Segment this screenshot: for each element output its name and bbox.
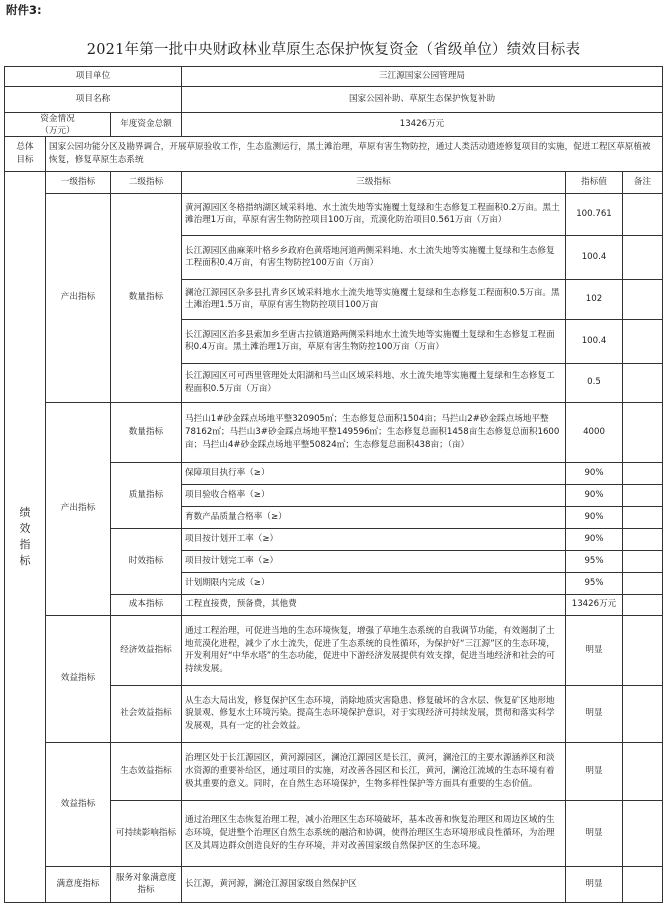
- indicator-remark: [623, 594, 663, 615]
- indicator-text: 项目按计划开工率（≥）: [182, 528, 566, 550]
- level2-social-label: 社会效益指标: [111, 685, 182, 742]
- indicator-text: 育数产品质量合格率（≥）: [182, 506, 566, 528]
- performance-label-char: 效: [19, 521, 31, 535]
- table-row: [5, 402, 663, 462]
- indicator-remark: [623, 235, 663, 279]
- indicator-value: 90%: [566, 462, 623, 484]
- level2-sustainability-label: 可持续影响指标: [111, 800, 182, 866]
- indicator-text: 通过治理区生态恢复治理工程，减小治理区生态环境破坏，基本改善和恢复治理区和周边区域的生态环境，促进整个治理区自然生态系统的融洽和协调，使得治理区生态环境形成良性循环，为治理区及其周边群众创造良好的生存环境，并对改善国家级自然保护区的生态环境。: [182, 800, 566, 866]
- header-level1: 一级指标: [46, 171, 111, 193]
- indicator-value: 100.4: [566, 235, 623, 279]
- indicator-remark: [623, 528, 663, 550]
- indicator-value: 95%: [566, 550, 623, 572]
- overall-goal-label-line1: 总体: [16, 142, 34, 152]
- indicator-text: 长江源园区曲麻莱叶格乡乡政府色黄塔地河道两侧采料地、水土流失地等实施覆土复绿和生态修复工程面积0.4万亩，有害生物防控100万亩（万亩）: [182, 235, 566, 279]
- indicator-text: 治理区处于长江源园区，黄河源园区，澜沧江源园区是长江，黄河，澜沧江的主要水源涵养区和淡水资源的重要补给区，通过项目的实施，对改善各园区和长江，黄河，澜沧江流域的生态环境有着极其重要的意义。同时，在自然生态环境保护，生物多样性保护等方面具有重要的生态价值。: [182, 742, 566, 800]
- row-funding: [5, 113, 663, 137]
- performance-label-char: 标: [19, 553, 31, 567]
- attachment-label: 附件3:: [6, 3, 42, 17]
- indicator-value: 0.5: [566, 363, 623, 402]
- indicator-value: 90%: [566, 484, 623, 506]
- funding-label: [5, 113, 111, 137]
- level2-service-satisfaction-label: 服务对象满意度指标: [111, 866, 182, 902]
- level2-timeliness-label: 时效指标: [111, 528, 182, 594]
- indicator-value: 13426万元: [566, 594, 623, 615]
- indicator-remark: [623, 462, 663, 484]
- indicator-remark: [623, 484, 663, 506]
- level2-cost-label: 成本指标: [111, 594, 182, 615]
- indicator-remark: [623, 866, 663, 902]
- level1-output-label: 产出指标: [46, 193, 111, 402]
- overall-goal-label: [5, 136, 46, 171]
- level1-benefit-label: 效益指标: [46, 742, 111, 866]
- project-unit-value: 三江源国家公园管理局: [182, 67, 663, 87]
- indicator-value: 4000: [566, 402, 623, 462]
- indicator-text: 计划期限内完成（≥）: [182, 572, 566, 594]
- header-level2: 二级指标: [111, 171, 182, 193]
- row-project-name: [5, 87, 663, 113]
- overall-goal-text: 国家公园功能分区及勘界调合，开展草原验收工作，生态监测运行，黑土滩治理，草原有害生物防控，通过人类活动遗迹修复项目的实施，促进工程区草原植被恢复，修复草原生态系统: [46, 136, 663, 171]
- indicator-remark: [623, 402, 663, 462]
- indicator-remark: [623, 615, 663, 685]
- level2-ecological-label: 生态效益指标: [111, 742, 182, 800]
- table-row: [5, 866, 663, 902]
- indicator-value: 明显: [566, 866, 623, 902]
- indicator-text: 项目按计划完工率（≥）: [182, 550, 566, 572]
- level2-quantity-label: 数量指标: [111, 402, 182, 462]
- indicator-value: 明显: [566, 742, 623, 800]
- header-value: 指标值: [566, 171, 623, 193]
- indicator-remark: [623, 800, 663, 866]
- indicator-text: 长江源园区可可西里管理处太阳湖和马兰山区域采料地、水土流失地等实施覆土复绿和生态修复工程面积0.5万亩（万亩）: [182, 363, 566, 402]
- indicator-value: 90%: [566, 528, 623, 550]
- indicator-remark: [623, 279, 663, 319]
- funding-total-label: 年度资金总额: [111, 113, 182, 137]
- indicator-value: 明显: [566, 800, 623, 866]
- overall-goal-label-line2: 目标: [16, 154, 34, 165]
- performance-label-char: 绩: [19, 505, 31, 519]
- level1-benefit-label: 效益指标: [46, 615, 111, 742]
- indicator-value: 102: [566, 279, 623, 319]
- indicator-text: 保障项目执行率（≥）: [182, 462, 566, 484]
- header-level3: 三级指标: [182, 171, 566, 193]
- project-name-value: 国家公园补助、草原生态保护恢复补助: [182, 87, 663, 113]
- performance-label-char: 指: [19, 537, 31, 551]
- indicator-remark: [623, 363, 663, 402]
- indicator-value: 明显: [566, 615, 623, 685]
- indicator-remark: [623, 742, 663, 800]
- indicator-text: 黄河源园区冬格措纳湖区域采料地、水土流失地等实施覆土复绿和生态修复工程面积0.2万亩。黑土滩治理1万亩，草原有害生物防控项目100万亩，荒漠化防治项目0.561万亩（万亩）: [182, 193, 566, 235]
- performance-indicators-label: [5, 171, 46, 902]
- funding-total-value: 13426万元: [182, 113, 663, 137]
- project-unit-label: 项目单位: [5, 67, 182, 87]
- page-title: 2021年第一批中央财政林业草原生态保护恢复资金（省级单位）绩效目标表: [86, 42, 581, 58]
- table-row: [5, 742, 663, 800]
- row-overall-goal: [5, 136, 663, 171]
- project-name-label: 项目名称: [5, 87, 182, 113]
- indicator-text: 马拦山1#砂金踩点场地平整320905㎡；生态修复总面积1504亩；马拦山2#砂金踩点场地平整78162㎡；马拦山3#砂金踩点场地平整149596㎡；生态修复总面积1458亩生态修复总面积1600亩；马拦山4#砂金踩点场地平整50824㎡；生态修复总面积438亩；（亩）: [182, 402, 566, 462]
- table-row: [5, 615, 663, 685]
- funding-label-line1: 资金情况: [40, 114, 75, 124]
- indicator-text: 通过工程治理，可促进当地的生态环境恢复，增强了草地生态系统的自我调节功能，有效遏制了土地荒漠化进程，减少了水土流失，促进了生态系统的良性循环，为保护好“三江源”区的生态环境，开发利用好“中华水塔”的生态功能，促进中下游经济发展提供有效支撑，促进当地经济和社会的可持续发展。: [182, 615, 566, 685]
- level2-quality-label: 质量指标: [111, 462, 182, 528]
- indicator-value: 90%: [566, 506, 623, 528]
- indicator-remark: [623, 506, 663, 528]
- indicator-text: 工程直接费，预备费，其他费: [182, 594, 566, 615]
- indicator-text: 长江源，黄河源，澜沧江源国家级自然保护区: [182, 866, 566, 902]
- funding-label-line2: （万元）: [40, 125, 75, 136]
- header-remark: 备注: [623, 171, 663, 193]
- level1-output-label: 产出指标: [46, 402, 111, 615]
- indicator-text: 项目验收合格率（≥）: [182, 484, 566, 506]
- level2-economic-label: 经济效益指标: [111, 615, 182, 685]
- table-row: [5, 193, 663, 235]
- indicator-value: 100.761: [566, 193, 623, 235]
- indicator-remark: [623, 319, 663, 363]
- header-row: [5, 171, 663, 193]
- indicator-text: 从生态大局出发，修复保护区生态环境，消除地质灾害隐患、修复破坏的含水层、恢复矿区地形地貌景观、修复水土环境污染。提高生态环境保护意识，对于实现经济可持续发展，贯彻和落实科学发展观，具有一定的社会效益。: [182, 685, 566, 742]
- indicator-remark: [623, 550, 663, 572]
- level2-quantity-label: 数量指标: [111, 193, 182, 402]
- level1-satisfaction-label: 满意度指标: [46, 866, 111, 902]
- indicator-remark: [623, 193, 663, 235]
- performance-table: [4, 66, 663, 903]
- indicator-value: 明显: [566, 685, 623, 742]
- indicator-remark: [623, 685, 663, 742]
- indicator-value: 95%: [566, 572, 623, 594]
- indicator-value: 100.4: [566, 319, 623, 363]
- indicator-text: 长江源园区治多县索加乡至唐古拉镇道路两侧采料地水土流失地等实施覆土复绿和生态修复工程面积0.4万亩。黑土滩治理1万亩，草原有害生物防控100万亩（万亩）: [182, 319, 566, 363]
- row-project-unit: [5, 67, 663, 87]
- indicator-text: 澜沧江源园区杂多县扎青乡区域采料地水土流失地等实施覆土复绿和生态修复工程面积0.5万亩。黑土滩治理1.5万亩，草原有害生物防控项目100万亩: [182, 279, 566, 319]
- indicator-remark: [623, 572, 663, 594]
